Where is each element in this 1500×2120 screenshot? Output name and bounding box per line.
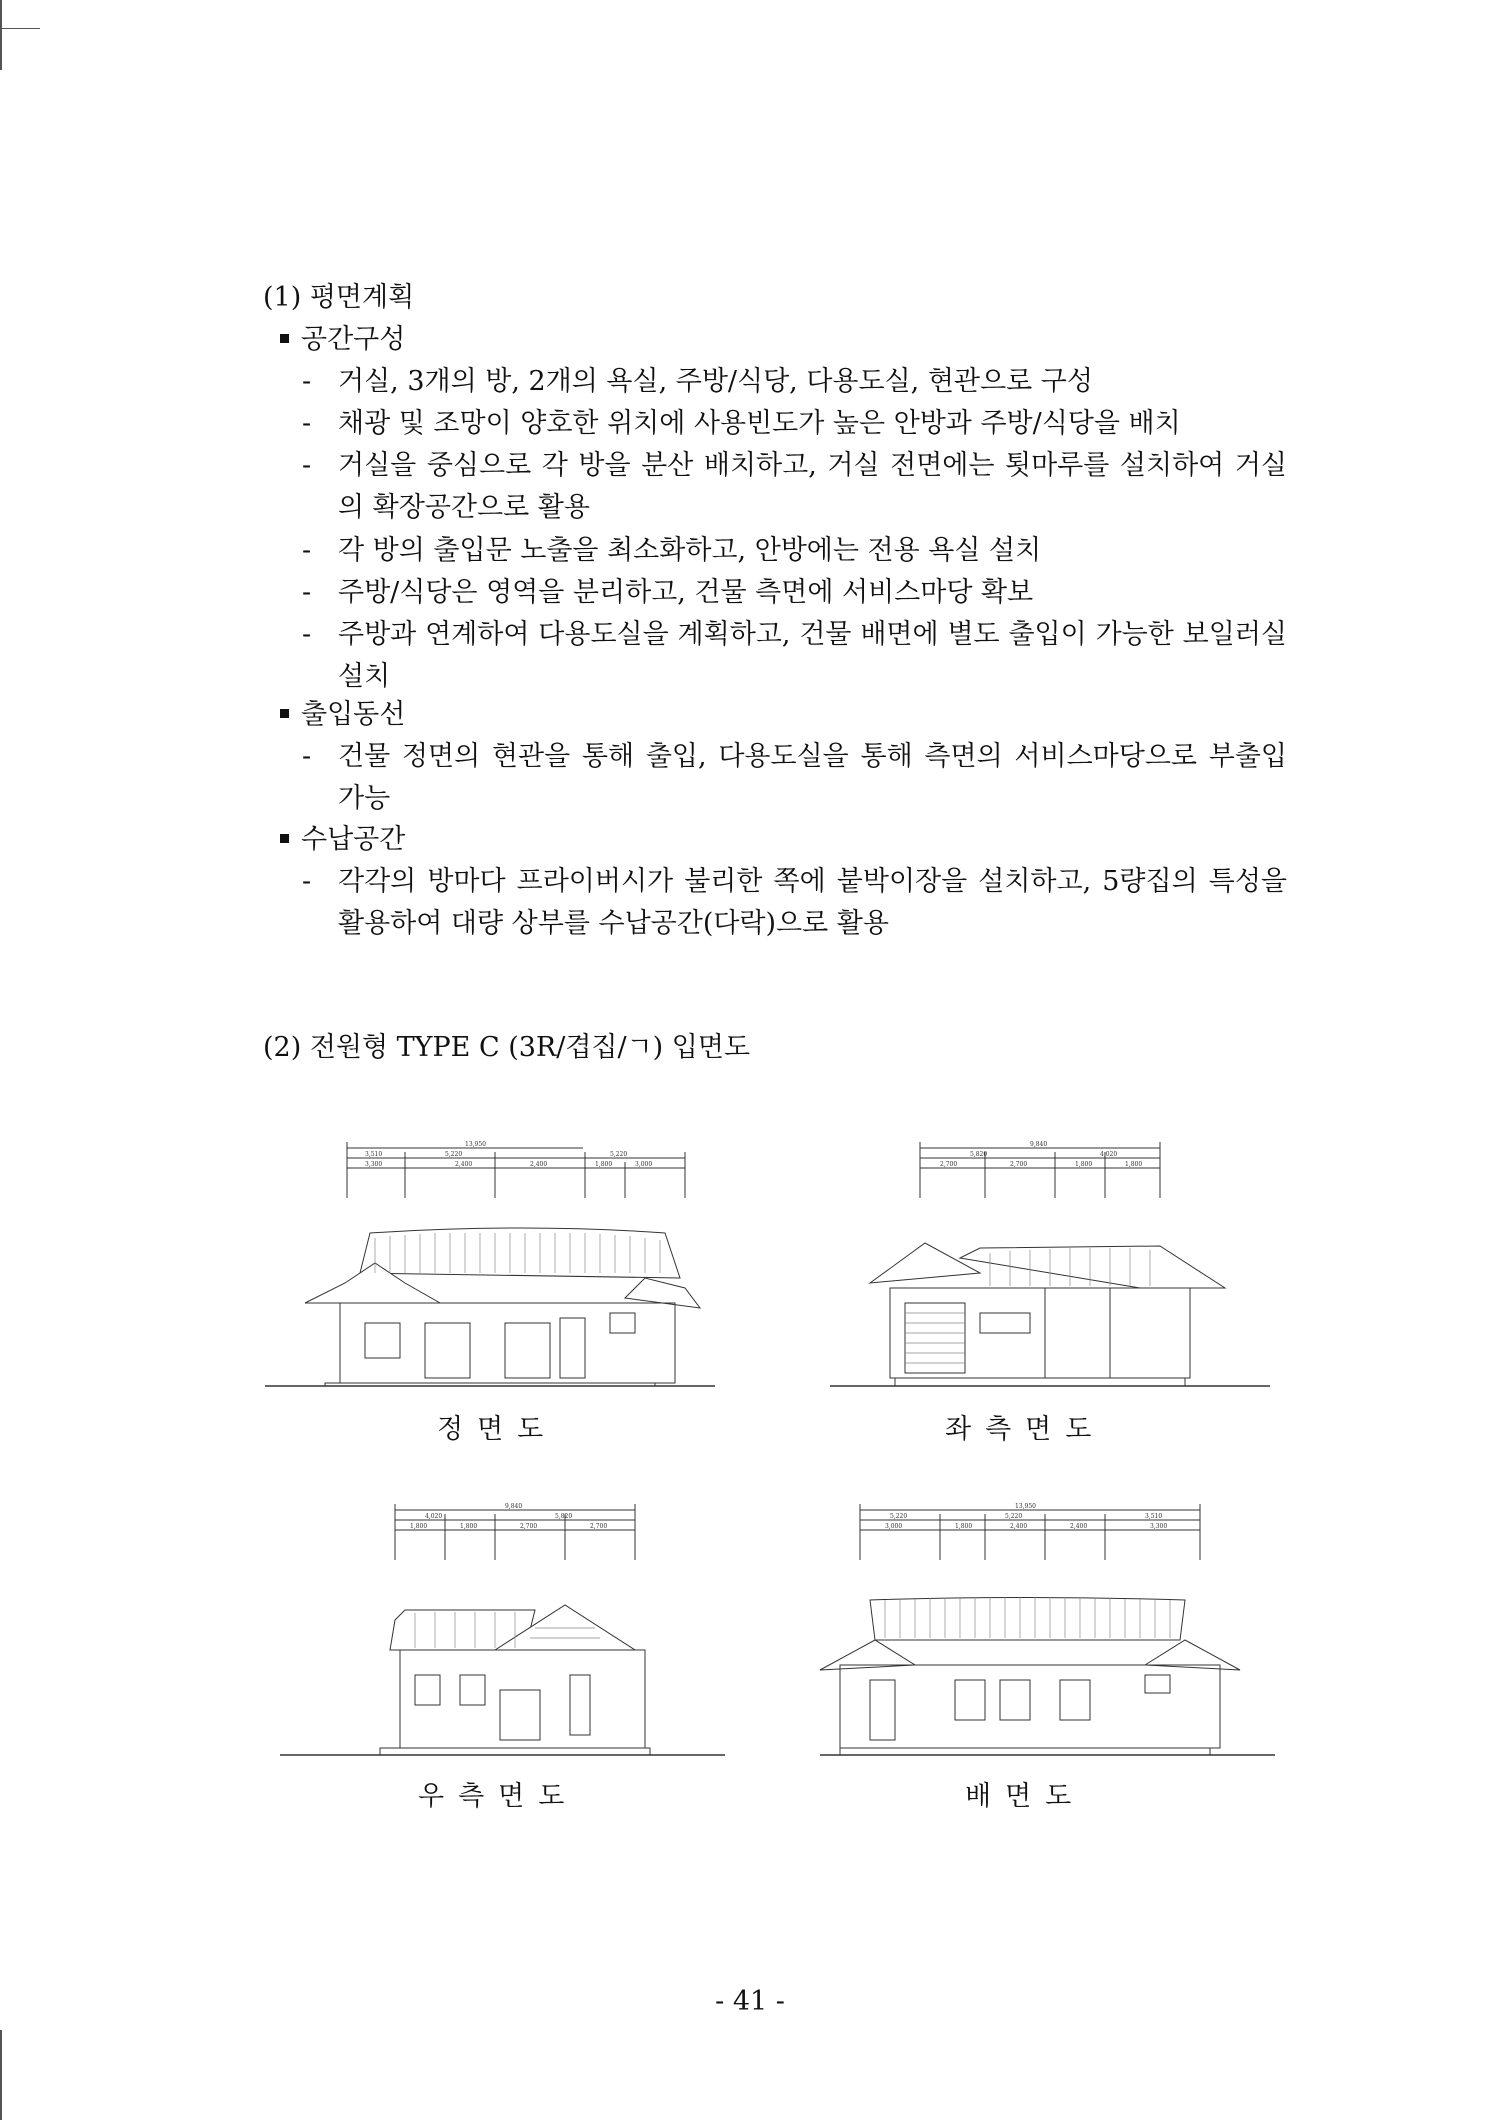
square-bullet-icon bbox=[280, 334, 289, 343]
dimension-label: 3,300 bbox=[1150, 1523, 1168, 1530]
dimension-label: 4,020 bbox=[425, 1513, 443, 1520]
dimension-label: 5,220 bbox=[1005, 1513, 1023, 1520]
list-item: - 채광 및 조망이 양호한 위치에 사용빈도가 높은 안방과 주방/식당을 배치 bbox=[302, 408, 1181, 439]
dimension-label: 1,800 bbox=[460, 1523, 478, 1530]
list-item: - 주방/식당은 영역을 분리하고, 건물 측면에 서비스마당 확보 bbox=[302, 577, 1034, 608]
rear-elevation-caption: 배면도 bbox=[965, 1781, 1086, 1812]
dimension-label: 2,700 bbox=[590, 1523, 608, 1530]
dimension-label: 9,840 bbox=[1030, 1141, 1048, 1148]
list-item: - 거실, 3개의 방, 2개의 욕실, 주방/식당, 다용도실, 현관으로 구성 bbox=[302, 366, 1093, 397]
dimension-label: 3,300 bbox=[365, 1161, 383, 1168]
dimension-label: 2,700 bbox=[940, 1161, 958, 1168]
dimension-label: 2,400 bbox=[530, 1161, 548, 1168]
left-elevation-caption: 좌측면도 bbox=[945, 1414, 1106, 1445]
dimension-label: 2,400 bbox=[1010, 1523, 1028, 1530]
dimension-label: 2,400 bbox=[1070, 1523, 1088, 1530]
rear-elevation-drawing bbox=[815, 1500, 1275, 1760]
dimension-label: 4,020 bbox=[1100, 1151, 1118, 1158]
dimension-label: 13,950 bbox=[465, 1141, 486, 1148]
dimension-label: 2,400 bbox=[455, 1161, 473, 1168]
section-1-title: (1) 평면계획 bbox=[263, 282, 415, 313]
square-bullet-icon bbox=[280, 834, 289, 843]
group-heading-entrance: 출입동선 bbox=[280, 695, 405, 735]
dimension-label: 2,700 bbox=[1010, 1161, 1028, 1168]
square-bullet-icon bbox=[280, 709, 289, 718]
page-number: - 41 - bbox=[715, 1986, 785, 2017]
left-elevation-drawing bbox=[830, 1138, 1270, 1388]
list-item: - 각각의 방마다 프라이버시가 불리한 쪽에 붙박이장을 설치하고, 5량집의 특성을 활용하여 대량 상부를 수납공간(다락)으로 활용 bbox=[302, 866, 1287, 939]
page-corner-mark-top-h bbox=[0, 28, 40, 29]
dimension-label: 1,800 bbox=[595, 1161, 613, 1168]
list-item: - 각 방의 출입문 노출을 최소화하고, 안방에는 전용 욕실 설치 bbox=[302, 535, 1042, 566]
dimension-label: 13,950 bbox=[1015, 1503, 1036, 1510]
front-elevation-caption: 정면도 bbox=[437, 1414, 558, 1445]
dimension-label: 3,510 bbox=[1145, 1513, 1163, 1520]
dimension-label: 9,840 bbox=[505, 1503, 523, 1510]
front-elevation-drawing bbox=[265, 1138, 715, 1388]
dimension-label: 5,820 bbox=[970, 1151, 988, 1158]
dimension-label: 5,820 bbox=[555, 1513, 573, 1520]
list-item: - 건물 정면의 현관을 통해 출입, 다용도실을 통해 측면의 서비스마당으로 부출입 가능 bbox=[302, 741, 1287, 814]
dimension-label: 5,220 bbox=[610, 1151, 628, 1158]
list-item: - 주방과 연계하여 다용도실을 계획하고, 건물 배면에 별도 출입이 가능한 보일러실 설치 bbox=[302, 619, 1287, 692]
group-heading-storage: 수납공간 bbox=[280, 820, 405, 860]
list-item: - 거실을 중심으로 각 방을 분산 배치하고, 거실 전면에는 툇마루를 설치하여 거실의 확장공간으로 활용 bbox=[302, 450, 1287, 523]
dimension-label: 2,700 bbox=[520, 1523, 538, 1530]
dimension-label: 1,800 bbox=[955, 1523, 973, 1530]
dimension-label: 1,800 bbox=[410, 1523, 428, 1530]
page-corner-mark-top bbox=[0, 0, 2, 70]
dimension-label: 5,220 bbox=[890, 1513, 908, 1520]
dimension-label: 3,000 bbox=[635, 1161, 653, 1168]
right-elevation-drawing bbox=[275, 1500, 725, 1760]
page-corner-mark-bottom bbox=[0, 2030, 2, 2120]
dimension-label: 1,800 bbox=[1075, 1161, 1093, 1168]
dimension-label: 3,510 bbox=[365, 1151, 383, 1158]
group-heading-space: 공간구성 bbox=[280, 320, 405, 360]
section-2-title: (2) 전원형 TYPE C (3R/겹집/ㄱ) 입면도 bbox=[263, 1032, 751, 1063]
dimension-label: 3,000 bbox=[885, 1523, 903, 1530]
dimension-label: 5,220 bbox=[445, 1151, 463, 1158]
right-elevation-caption: 우측면도 bbox=[418, 1781, 579, 1812]
dimension-label: 1,800 bbox=[1125, 1161, 1143, 1168]
